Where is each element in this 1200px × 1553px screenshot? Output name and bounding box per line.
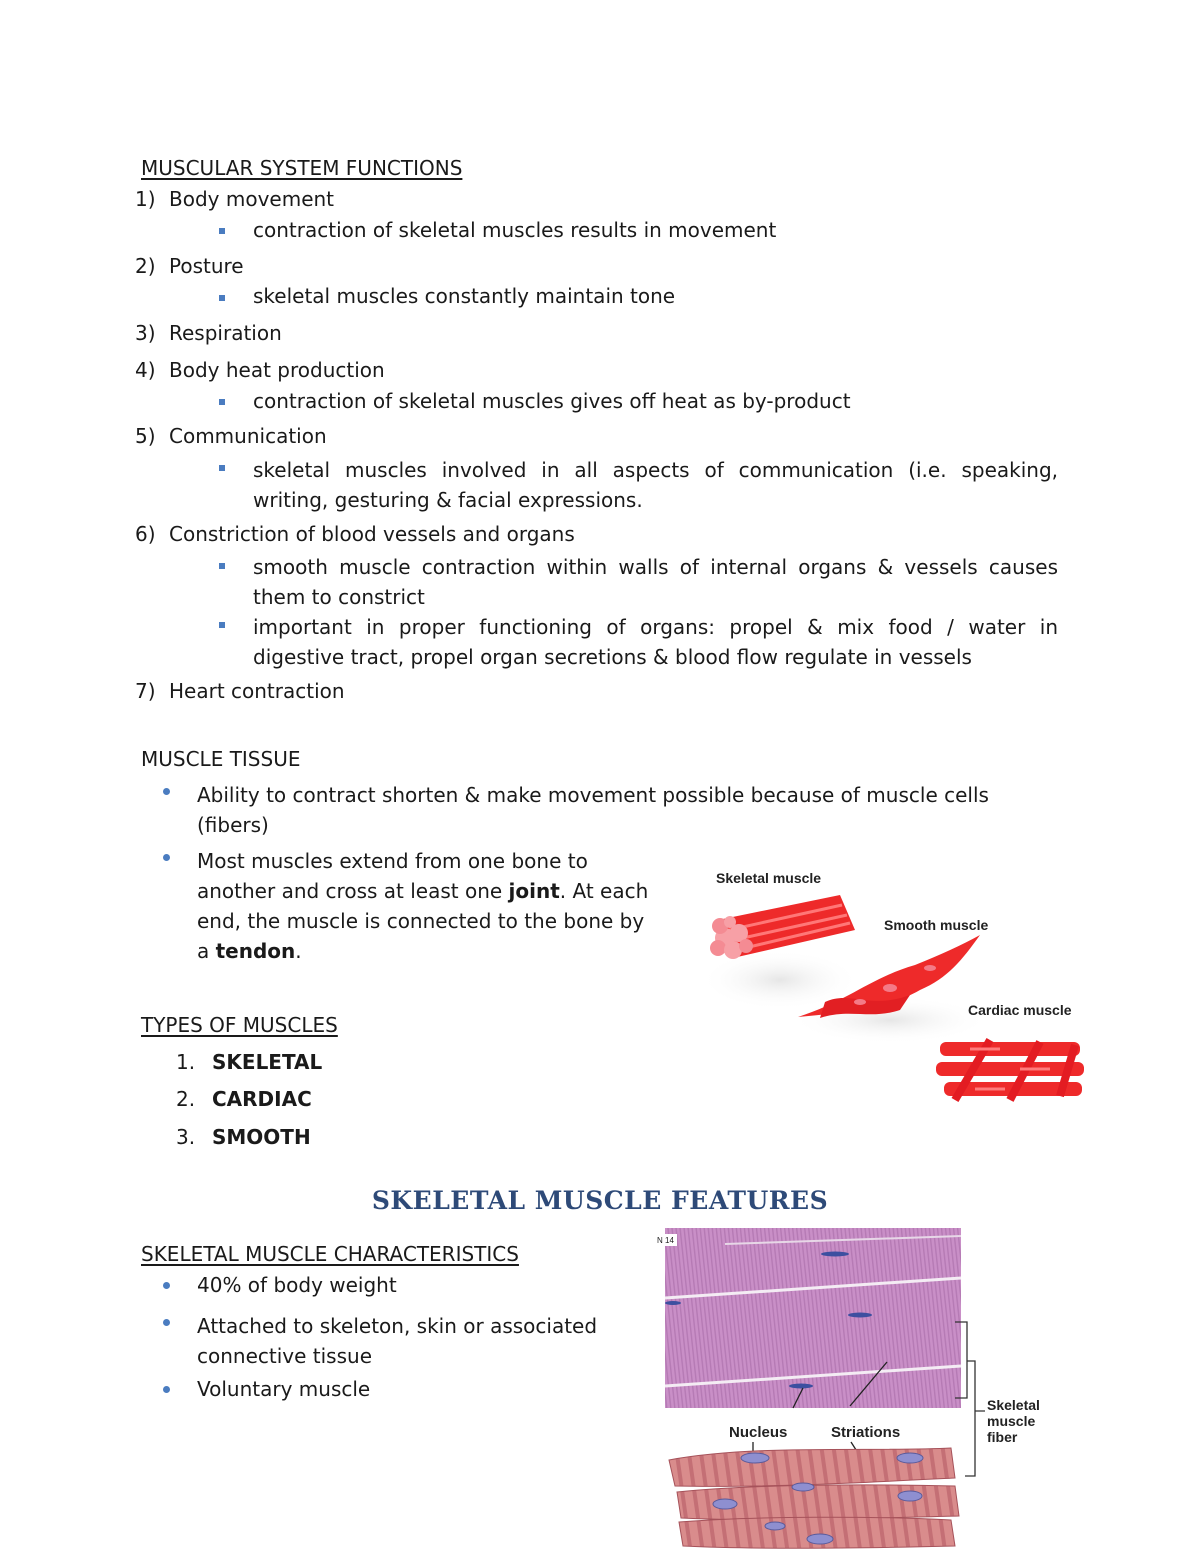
striations-label: Striations (831, 1424, 901, 1441)
bullet-dot-icon (163, 1282, 170, 1289)
tissue-bullet (197, 846, 657, 966)
type-item: SMOOTH (212, 1125, 311, 1149)
characteristic-item: 40% of body weight (197, 1273, 397, 1297)
tissue-bullet-text: . At each end, the muscle is connected to the bone by a (197, 879, 649, 963)
square-bullet-icon (219, 622, 225, 628)
square-bullet-icon (219, 465, 225, 471)
bullet-dot-icon (163, 1386, 170, 1393)
function-item-label: Communication (169, 424, 327, 448)
list-number: 7) (135, 679, 156, 703)
tissue-heading: MUSCLE TISSUE (141, 747, 301, 771)
histology-micrograph (655, 1228, 961, 1408)
tissue-bullet-text: . (295, 939, 302, 963)
types-heading: TYPES OF MUSCLES (141, 1013, 338, 1037)
characteristic-item: Attached to skeleton, skin or associated connective tissue (197, 1314, 598, 1368)
list-number: 2. (176, 1087, 196, 1111)
functions-heading: MUSCULAR SYSTEM FUNCTIONS (141, 156, 463, 180)
list-number: 3. (176, 1125, 196, 1149)
square-bullet-icon (219, 399, 225, 405)
list-number: 4) (135, 358, 156, 382)
list-number: 1) (135, 187, 156, 211)
function-item-label: Posture (169, 254, 244, 278)
function-subitem: skeletal muscles involved in all aspects of communication (i.e. speaking, writing, gesturing & facial expressions. (253, 458, 1058, 512)
list-number: 3) (135, 321, 156, 345)
square-bullet-icon (219, 228, 225, 234)
function-subitem: skeletal muscles constantly maintain tone (253, 284, 676, 308)
tissue-bullet-text: Most muscles extend from one bone to another and cross at least one (197, 849, 588, 903)
square-bullet-icon (219, 295, 225, 301)
function-subitem: smooth muscle contraction within walls of internal organs & vessels causes them to constrict (253, 555, 1058, 609)
skeletal-fiber-figure (655, 1226, 1065, 1551)
list-number: 2) (135, 254, 156, 278)
function-subitem: contraction of skeletal muscles results in movement (253, 218, 777, 242)
joint-term: joint (508, 879, 560, 903)
type-item: CARDIAC (212, 1087, 312, 1111)
function-item-label: Body movement (169, 187, 335, 211)
bullet-dot-icon (163, 854, 170, 861)
list-number: 5) (135, 424, 156, 448)
function-item-label: Respiration (169, 321, 282, 345)
characteristic-item: Voluntary muscle (197, 1377, 371, 1401)
function-item-label: Heart contraction (169, 679, 345, 703)
fiber-label: Skeletal muscle fiber (987, 1397, 1040, 1445)
figure-corner-tag: N 14 (657, 1236, 674, 1245)
cardiac-muscle-image (936, 1040, 1084, 1100)
function-item-label: Body heat production (169, 358, 385, 382)
skeletal-muscle-image (710, 895, 855, 959)
type-item: SKELETAL (212, 1050, 323, 1074)
tissue-bullet: Ability to contract shorten & make movement possible because of muscle cells (fibers) (197, 783, 989, 837)
list-number: 1. (176, 1050, 196, 1074)
nucleus-label: Nucleus (729, 1424, 788, 1441)
tendon-term: tendon (215, 939, 296, 963)
function-subitem: important in proper functioning of organs: propel & mix food / water in digestive tract, propel organ secretions & blood flow regulate in vessels (253, 615, 1058, 669)
section-title: SKELETAL MUSCLE FEATURES (371, 1186, 829, 1215)
bullet-dot-icon (163, 1319, 170, 1326)
square-bullet-icon (219, 563, 225, 569)
muscle-types-figure (700, 860, 1090, 1115)
list-number: 6) (135, 522, 156, 546)
function-item-label: Constriction of blood vessels and organs (169, 522, 575, 546)
function-subitem: contraction of skeletal muscles gives off heat as by-product (253, 389, 851, 413)
cardiac-muscle-label: Cardiac muscle (968, 1002, 1072, 1018)
bullet-dot-icon (163, 788, 170, 795)
muscle-fiber-illustration (669, 1448, 959, 1548)
smooth-muscle-label: Smooth muscle (884, 917, 989, 933)
characteristics-heading: SKELETAL MUSCLE CHARACTERISTICS (141, 1242, 519, 1266)
skeletal-muscle-label: Skeletal muscle (716, 870, 822, 886)
